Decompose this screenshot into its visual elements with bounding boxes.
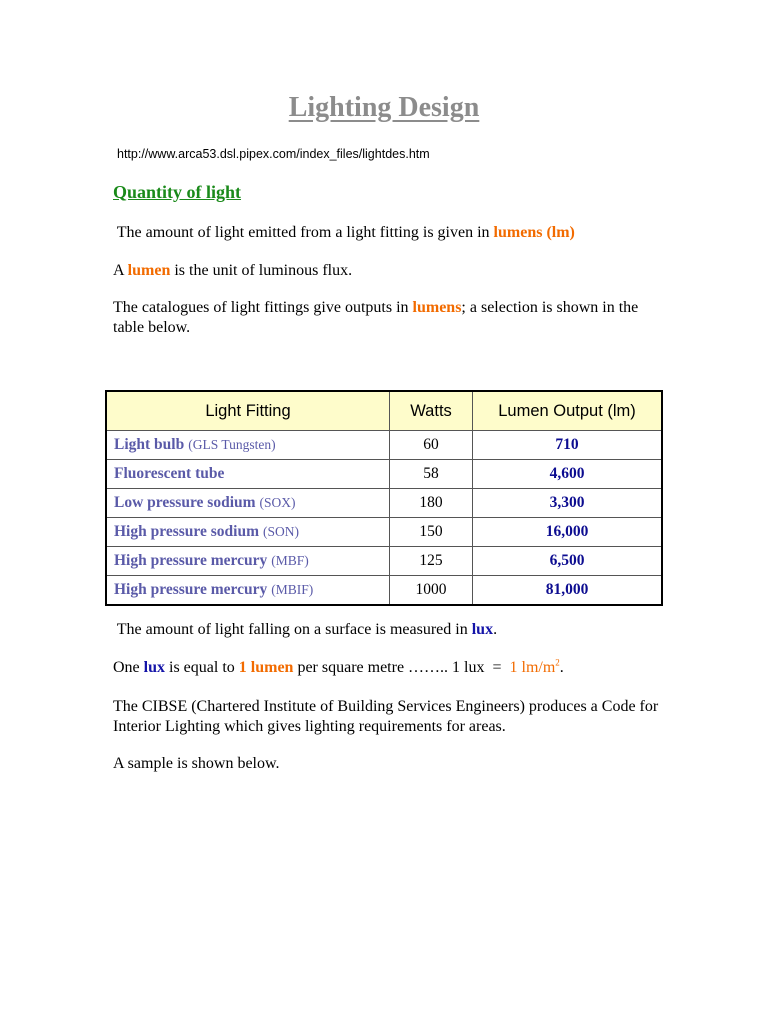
section-heading: Quantity of light [113,182,242,202]
page-title: Lighting Design [288,92,480,123]
fitting-type: (MBIF) [271,582,314,597]
lumen-output-cell: 710 [473,431,663,460]
paragraph-text: The amount of light falling on a surface is measured in [113,621,472,638]
source-url: http://www.arca53.dsl.pipex.com/index_files/lightdes.htm [117,147,430,161]
watts-cell: 1000 [390,576,473,606]
fitting-cell [106,431,390,460]
paragraph-sample: A sample is shown below. [113,755,280,772]
lumen-output-cell: 6,500 [473,547,663,576]
one-lumen-highlight: 1 lumen [238,659,294,676]
lux-highlight: lux [143,659,165,676]
table-row [106,489,662,518]
fitting-cell [106,547,390,576]
paragraph-text: is equal to [165,659,239,676]
fitting-cell [106,489,390,518]
paragraph-lumen-definition [113,261,673,281]
paragraph-text: The catalogues of light fittings give outputs in [113,299,413,316]
paragraph-text: A [113,262,128,279]
watts-cell: 58 [390,460,473,489]
watts-cell: 60 [390,431,473,460]
fitting-cell [106,460,390,489]
table-row [106,460,662,489]
paragraph-catalogues [113,298,658,338]
unit-exponent: 2 [555,657,560,668]
watts-cell: 150 [390,518,473,547]
lumens-highlight: lumens (lm) [493,224,575,241]
paragraph-text: ; a selection is shown in the table below. [113,299,639,336]
fitting-name: High pressure sodium [114,523,259,540]
paragraph-lumens-intro [113,223,673,243]
paragraph-lux-intro [113,620,673,640]
paragraph-text: is the unit of luminous flux. [170,262,353,279]
fitting-cell [106,518,390,547]
table-header-row [106,391,662,431]
unit-highlight: 1 lm/m [509,659,556,676]
fitting-name: High pressure mercury [114,581,268,598]
fitting-type: (GLS Tungsten) [188,437,276,452]
paragraph-text: One [113,659,144,676]
fitting-name: Low pressure sodium [114,494,256,511]
lumen-output-cell: 3,300 [473,489,663,518]
column-header: Watts [390,391,473,431]
paragraph-text: . [559,659,564,676]
table-row [106,518,662,547]
watts-cell: 180 [390,489,473,518]
paragraph-text: per square metre …….. 1 lux = [293,659,510,676]
column-header: Lumen Output (lm) [473,391,663,431]
paragraph-text: The amount of light emitted from a light fitting is given in [113,224,494,241]
fitting-type: (SON) [263,524,299,539]
fitting-cell [106,576,390,606]
watts-cell: 125 [390,547,473,576]
fitting-type: (SOX) [259,495,296,510]
lumen-highlight: lumen [127,262,171,279]
fitting-name: Fluorescent tube [114,465,225,482]
paragraph-lux-definition [113,658,673,678]
lumen-output-cell: 4,600 [473,460,663,489]
lumens-highlight: lumens [412,299,462,316]
lumen-output-cell: 81,000 [473,576,663,606]
paragraph-text: . [493,621,498,638]
fitting-name: High pressure mercury [114,552,268,569]
paragraph-cibse: The CIBSE (Chartered Institute of Building Services Engineers) produces a Code for Interior Lighting which gives lighting requirements for areas. [113,698,659,735]
lux-highlight: lux [471,621,494,638]
fitting-type: (MBF) [271,553,309,568]
column-header: Light Fitting [106,391,390,431]
table-row [106,576,662,606]
lumen-output-cell: 16,000 [473,518,663,547]
table-row [106,547,662,576]
table-row [106,431,662,460]
light-fittings-table [105,390,663,606]
fitting-name: Light bulb [114,436,185,453]
